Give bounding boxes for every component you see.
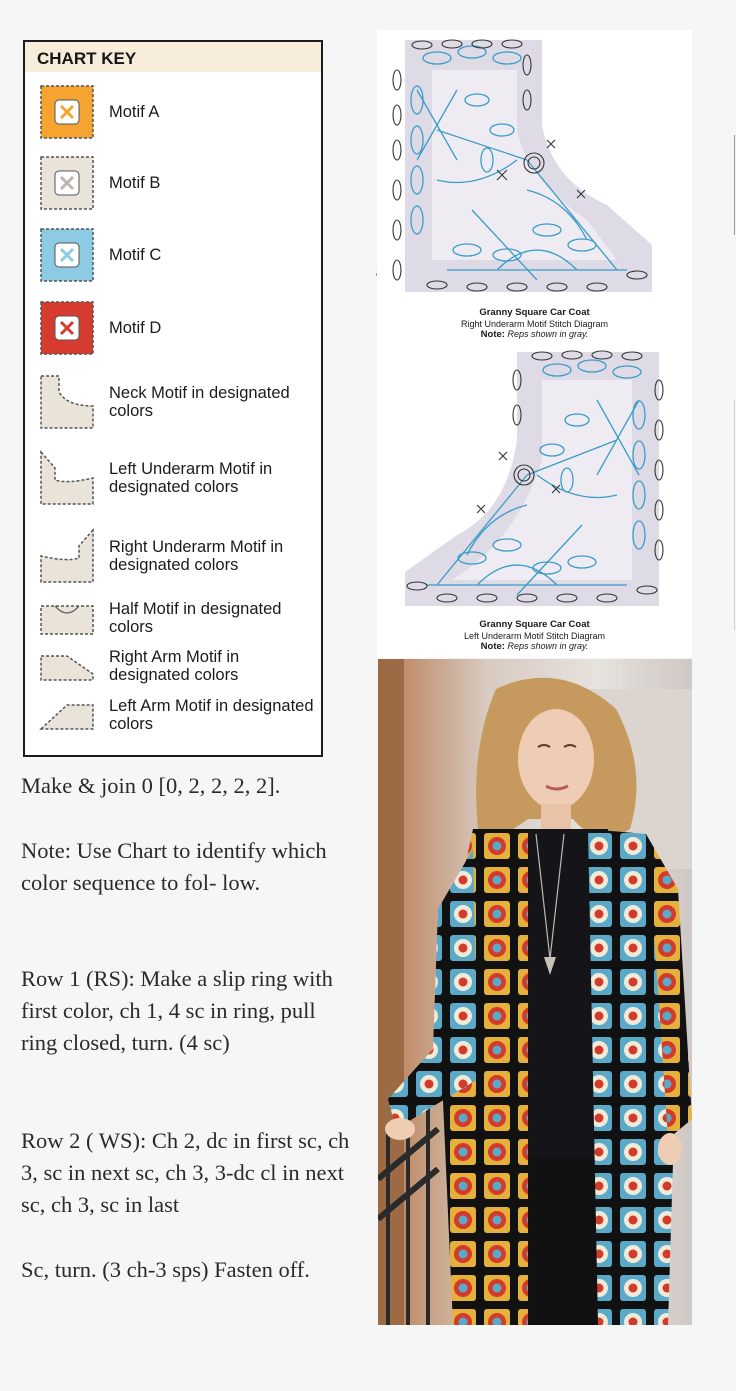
chart-key-title: CHART KEY xyxy=(25,42,321,72)
key-item-label: Neck Motif in designated colors xyxy=(109,384,290,420)
key-item-motif-a xyxy=(37,82,322,142)
motif-b-swatch-icon xyxy=(37,153,97,213)
key-item-label: Half Motif in designated colors xyxy=(109,600,282,636)
key-item-motif-c xyxy=(37,225,322,285)
key-item-label: Motif B xyxy=(109,174,161,192)
chart-key xyxy=(23,40,323,757)
diagram-note-label: Note: xyxy=(480,329,505,340)
model-wearing-granny-square-coat-image xyxy=(378,659,692,1325)
neck-motif-shape-icon xyxy=(37,372,97,432)
motif-a-swatch-icon xyxy=(37,82,97,142)
key-item-label: Motif D xyxy=(109,319,162,337)
motif-d-swatch-icon xyxy=(37,298,97,358)
instruction-fasten-off: Sc, turn. (3 ch-3 sps) Fasten off. xyxy=(21,1257,310,1282)
right-underarm-diagram xyxy=(377,30,692,340)
key-item-right-underarm-motif xyxy=(37,526,322,586)
right-underarm-diagram-caption xyxy=(377,307,692,341)
diagram-subtitle: Right Underarm Motif Stitch Diagram xyxy=(460,318,609,329)
left-underarm-diagram-caption xyxy=(377,619,692,653)
right-underarm-stitch-diagram xyxy=(377,30,692,300)
key-item-motif-d xyxy=(37,298,322,358)
diagram-subtitle: Left Underarm Motif Stitch Diagram xyxy=(463,630,606,641)
diagram-title: Granny Square Car Coat xyxy=(479,619,590,630)
key-item-neck-motif xyxy=(37,372,322,432)
edge-divider xyxy=(734,135,735,235)
diagram-note-label: Note: xyxy=(480,641,505,652)
key-item-label: Right Underarm Motif in designated colors xyxy=(109,538,284,574)
key-item-label: Left Underarm Motif in designated colors xyxy=(109,460,273,496)
right-underarm-motif-shape-icon xyxy=(37,526,97,586)
key-item-left-underarm-motif xyxy=(37,448,322,508)
diagram-note-text: Reps shown in gray. xyxy=(507,641,589,651)
diagram-title: Granny Square Car Coat xyxy=(479,307,590,318)
left-underarm-motif-shape-icon xyxy=(37,448,97,508)
key-item-label: Left Arm Motif in designated colors xyxy=(109,697,314,733)
left-underarm-diagram xyxy=(377,340,692,658)
left-underarm-stitch-diagram xyxy=(377,340,692,612)
instruction-row-2: Row 2 ( WS): Ch 2, dc in first sc, ch 3, sc in next sc, ch 3, 3-dc cl in next sc, ch 3, sc in last xyxy=(21,1128,350,1217)
key-item-label: Motif C xyxy=(109,246,162,264)
edge-divider xyxy=(734,400,735,630)
motif-c-swatch-icon xyxy=(37,225,97,285)
left-arm-motif-shape-icon xyxy=(37,685,97,745)
instruction-row-1: Row 1 (RS): Make a slip ring with first color, ch 1, 4 sc in ring, pull ring closed, turn. (4 sc) xyxy=(21,966,333,1055)
key-item-label: Right Arm Motif in designated colors xyxy=(109,648,240,684)
diagram-note-text: Reps shown in gray. xyxy=(507,329,589,339)
key-item-motif-b xyxy=(37,153,322,213)
instruction-note: Note: Use Chart to identify which color sequence to fol- low. xyxy=(21,838,327,895)
instruction-make-join: Make & join 0 [0, 2, 2, 2, 2]. xyxy=(21,773,281,798)
key-item-label: Motif A xyxy=(109,103,160,121)
model-photo xyxy=(378,659,692,1325)
key-item-left-arm-motif xyxy=(37,685,322,745)
